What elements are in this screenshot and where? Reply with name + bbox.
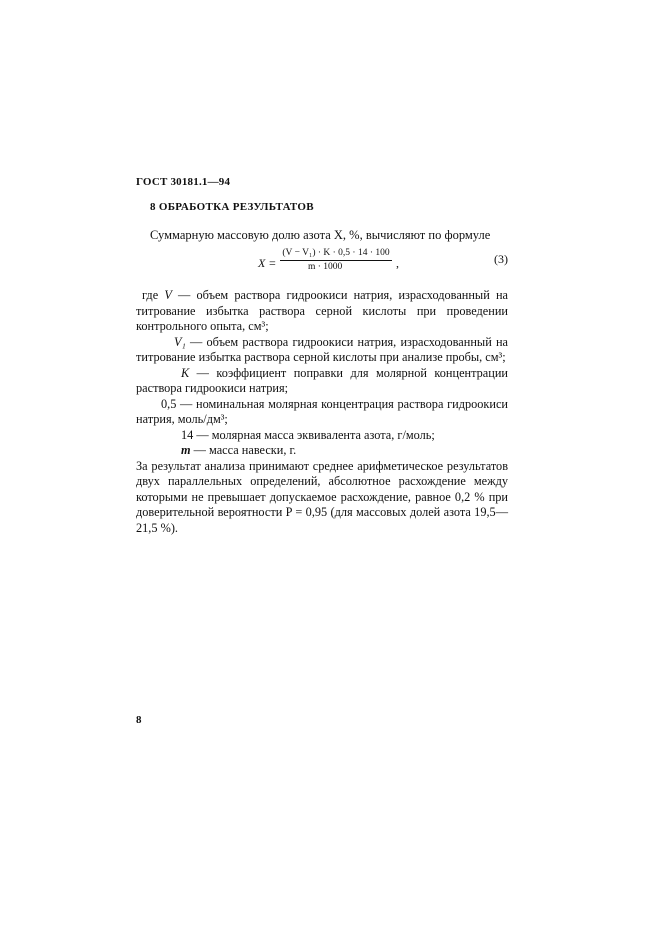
definition-item (136, 428, 508, 444)
formula-numerator: (V − V₁) · K · 0,5 · 14 · 100 (282, 248, 390, 258)
formula-number: (3) (494, 252, 508, 266)
definition-item (136, 443, 508, 459)
definition-item (136, 366, 508, 397)
definition-symbol: m (181, 443, 191, 457)
definition-text: — номинальная молярная концентрация раствора гидроокиси натрия, моль/дм³; (136, 396, 508, 426)
formula-comma: , (396, 256, 399, 270)
definition-text: — масса навески, г. (193, 443, 297, 457)
definition-text: — молярная масса эквивалента азота, г/моль; (196, 427, 435, 442)
section-title: 8 ОБРАБОТКА РЕЗУЛЬТАТОВ (150, 201, 314, 213)
definition-text: — коэффициент поправки для молярной концентрации раствора гидроокиси натрия; (136, 365, 508, 395)
definitions-block (136, 288, 508, 536)
formula-intro: Суммарную массовую долю азота X, %, вычисляют по формуле (150, 228, 491, 242)
formula-3 (258, 248, 508, 276)
definition-item (136, 288, 508, 335)
formula-fraction (280, 248, 392, 273)
definition-symbol: V (164, 288, 172, 302)
page-number: 8 (136, 714, 142, 726)
definition-symbol: K (181, 365, 190, 380)
standard-header: ГОСТ 30181.1—94 (136, 176, 231, 188)
formula-lhs: X (258, 256, 266, 270)
definition-symbol: 14 (181, 427, 194, 442)
conclusion-paragraph: За результат анализа принимают среднее арифметическое результатов двух параллельных определений, абсолютное расхождение между которыми не превышает допускаемое расхождение, равное 0,2 % при доверительной вероятности P = 0,95 (для массовых долей азота 19,5—21,5 %). (136, 458, 508, 535)
definition-text: — объем раствора гидроокиси натрия, израсходованный на титрование избытка раствора серной кислоты при проведении контрольного опыта, см³; (136, 288, 508, 333)
definition-item (136, 397, 508, 428)
formula-denominator: m · 1000 (308, 262, 343, 272)
definition-prefix: где (142, 288, 165, 302)
definition-symbol: V₁ (174, 334, 186, 349)
fraction-bar (280, 260, 392, 261)
definition-symbol: 0,5 (161, 396, 177, 411)
definition-text: — объем раствора гидроокиси натрия, израсходованный на титрование избытка раствора серной кислоты при анализе пробы, см³; (136, 334, 508, 364)
formula-equals: = (269, 256, 276, 270)
definition-item (136, 335, 508, 366)
